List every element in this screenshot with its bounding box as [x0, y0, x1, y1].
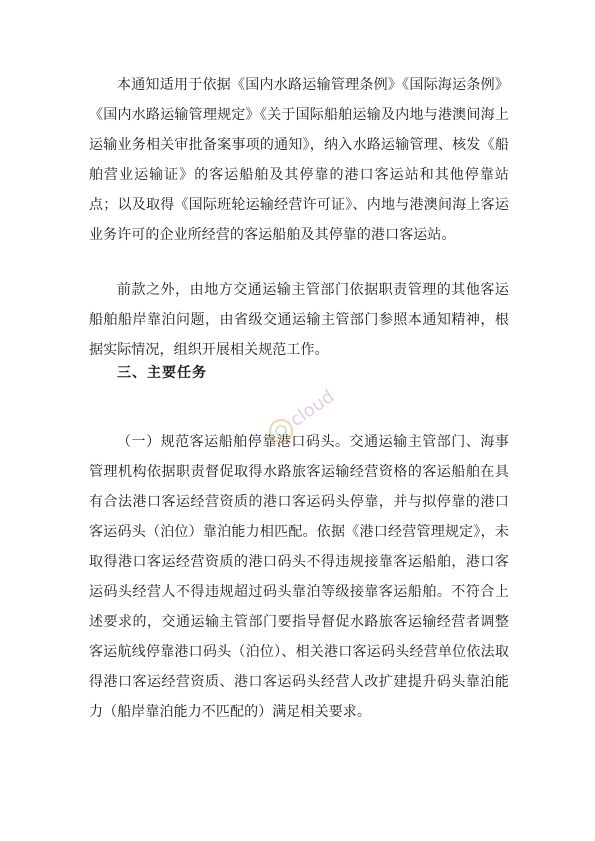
watermark-text: cloud: [286, 385, 339, 432]
section-heading: 三、主要任务: [117, 365, 207, 381]
paragraph-scope: 本通知适用于依据《国内水路运输管理条例》《国际海运条例》《国内水路运输管理规定》《关于国际船舶运输及内地与港澳间海上运输业务相关审批备案事项的通知》，纳入水路运输管理、核发《船舶营业运输证》的客运船舶及其停靠的港口客运站和其他停靠站点；以及取得《国际班轮运输经营许可证》、内地与港澳间海上客运业务许可的企业所经营的客运船舶及其停靠的港口客运站。: [89, 77, 509, 243]
paragraph-task-one: （一）规范客运船舶停靠港口码头。交通运输主管部门、海事管理机构依据职责督促取得水路旅客运输经营资格的客运船舶在具有合法港口客运经营资质的港口客运码头停靠，并与拟停靠的港口客运码头（泊位）靠泊能力相匹配。依据《港口经营管理规定》，未取得港口客运经营资质的港口码头不得违规接靠客运船舶，港口客运码头经营人不得违规超过码头靠泊等级接靠客运船舶。不符合上述要求的，交通运输主管部门要指导督促水路旅客运输经营者调整客运航线停靠港口码头（泊位）、相关港口客运码头经营单位依法取得港口客运经营资质、港口客运码头经营人改扩建提升码头靠泊能力（船岸靠泊能力不匹配的）满足相关要求。: [89, 434, 509, 720]
paragraph-local-management: 前款之外，由地方交通运输主管部门依据职责管理的其他客运船舶船岸靠泊问题，由省级交通运输主管部门参照本通知精神，根据实际情况，组织开展相关规范工作。: [89, 282, 509, 358]
